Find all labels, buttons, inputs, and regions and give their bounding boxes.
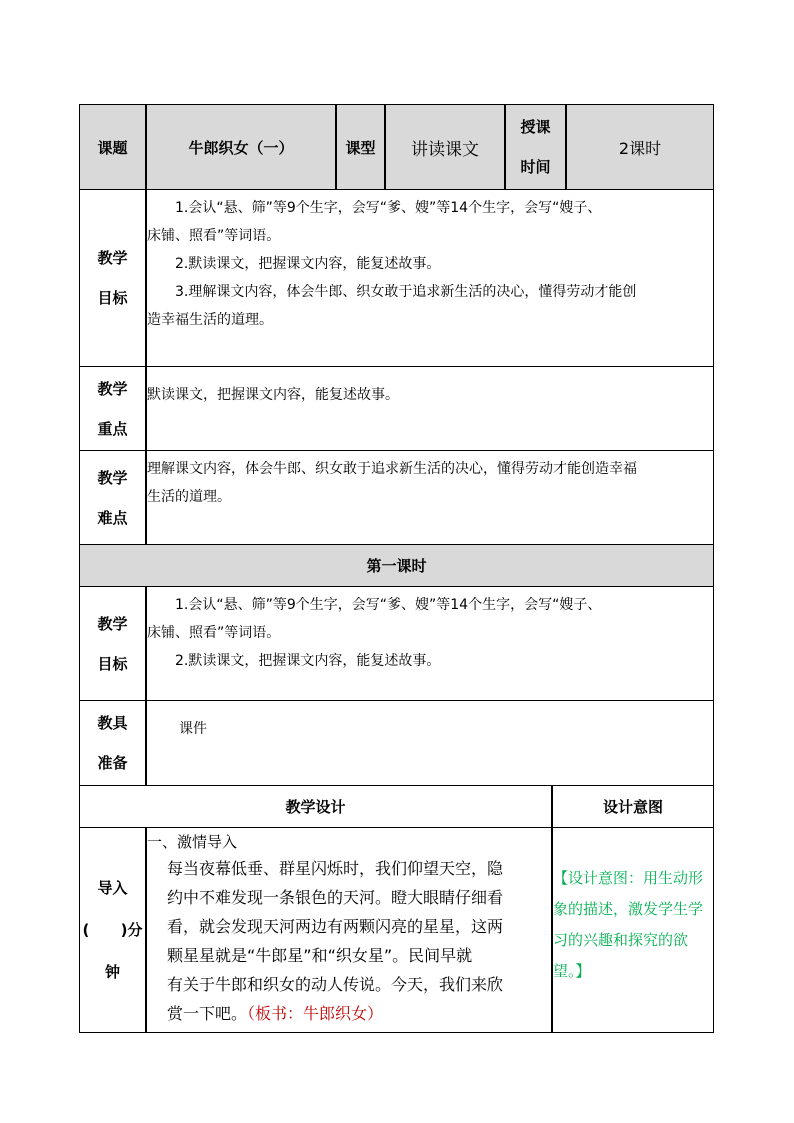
lesson1-goals-line-3: 2.默读课文，把握课文内容，能复述故事。	[175, 653, 441, 669]
intent-content	[552, 827, 714, 1033]
difficulty-content	[146, 450, 714, 545]
time-label-line1: 授课	[520, 118, 551, 136]
focus-label	[79, 366, 146, 451]
difficulty-line-2: 生活的道理。	[147, 489, 231, 505]
course-label: 课题	[79, 104, 146, 190]
lesson1-goals-row	[80, 587, 714, 701]
time-label	[505, 104, 566, 190]
goals-line-2: 床铺、照看”等词语。	[147, 228, 281, 244]
lesson1-goals-line-1: 1.会认“悬、筛”等9个生字，会写“爹、嫂”等14个生字，会写“嫂子、	[175, 597, 602, 613]
goals-label-line1: 教学	[97, 249, 128, 267]
intent-line-2: 象的描述，激发学生学	[553, 900, 704, 918]
prep-row	[80, 701, 714, 786]
time-label-line2: 时间	[520, 158, 551, 176]
intent-line-3: 习的兴趣和探究的欲	[553, 931, 689, 949]
goals-row	[80, 190, 714, 367]
lesson1-goals-label	[79, 586, 146, 701]
goals-label	[79, 189, 146, 367]
lesson1-goals-label-line2: 目标	[97, 654, 128, 673]
lesson1-goals-content	[146, 586, 714, 701]
focus-content	[146, 366, 714, 451]
lesson1-title-row	[80, 545, 714, 587]
lesson-plan-table	[80, 105, 714, 1033]
design-header-row	[80, 786, 714, 828]
intent-col-header: 设计意图	[552, 785, 714, 828]
goals-line-1: 1.会认“悬、筛”等9个生字，会写“爹、嫂”等14个生字，会写“嫂子、	[175, 200, 602, 216]
intro-label-line3: 钟	[104, 963, 120, 981]
goals-label-line2: 目标	[97, 289, 128, 307]
intro-last-line: 赏一下吧。	[167, 1004, 248, 1023]
prep-label	[79, 700, 146, 786]
intro-line-5: 有关于牛郎和织女的动人传说。今天，我们来欣	[167, 975, 504, 994]
difficulty-line-1: 理解课文内容，体会牛郎、织女敢于追求新生活的决心，懂得劳动才能创造幸福	[147, 461, 637, 477]
intro-line-3: 看，就会发现天河两边有两颗闪亮的星星，这两	[167, 917, 504, 936]
focus-label-line1: 教学	[97, 379, 128, 398]
header-row	[80, 105, 714, 190]
goals-line-4: 3.理解课文内容，体会牛郎、织女敢于追求新生活的决心，懂得劳动才能创	[175, 284, 637, 300]
intent-line-1: 【设计意图：用生动形	[553, 869, 704, 887]
type-label: 课型	[336, 104, 385, 190]
intro-body	[147, 854, 551, 1028]
goals-line-3: 2.默读课文，把握课文内容，能复述故事。	[175, 256, 441, 272]
time-value: 2课时	[566, 104, 714, 190]
intro-line-2: 约中不难发现一条银色的天河。瞪大眼睛仔细看	[167, 888, 504, 907]
intro-label	[79, 827, 146, 1033]
prep-label-line2: 准备	[97, 754, 128, 772]
type-value: 讲读课文	[385, 104, 505, 190]
intro-heading: 一、激情导入	[147, 833, 238, 851]
lesson1-goals-label-line1: 教学	[97, 614, 128, 633]
goals-line-5: 造幸福生活的道理。	[147, 312, 273, 328]
prep-label-line1: 教具	[97, 714, 128, 732]
difficulty-label-line2: 难点	[97, 508, 128, 527]
course-value: 牛郎织女（一）	[146, 104, 336, 190]
prep-value: 课件	[179, 721, 207, 737]
goals-content	[146, 189, 714, 367]
design-col-header: 教学设计	[79, 785, 552, 828]
intro-label-line2: ( )分	[82, 921, 143, 939]
difficulty-label-line1: 教学	[97, 468, 128, 487]
difficulty-row	[80, 451, 714, 545]
focus-row	[80, 367, 714, 451]
intro-content	[146, 827, 552, 1033]
focus-text: 默读课文，把握课文内容，能复述故事。	[147, 387, 399, 403]
intro-label-line1: 导入	[97, 879, 128, 897]
intro-row	[80, 828, 714, 1033]
intent-line-4: 望。】	[553, 962, 591, 980]
difficulty-label	[79, 450, 146, 545]
intro-line-1: 每当夜幕低垂、群星闪烁时，我们仰望天空，隐	[167, 859, 504, 878]
lesson1-goals-line-2: 床铺、照看”等词语。	[147, 625, 281, 641]
lesson1-title: 第一课时	[79, 544, 714, 587]
intro-line-4: 颗星星就是“牛郎星”和“织女星”。民间早就	[167, 946, 473, 965]
focus-label-line2: 重点	[97, 419, 128, 438]
prep-content	[146, 700, 714, 786]
intro-line-6	[167, 999, 551, 1028]
board-note: （板书：牛郎织女）	[247, 1004, 384, 1023]
